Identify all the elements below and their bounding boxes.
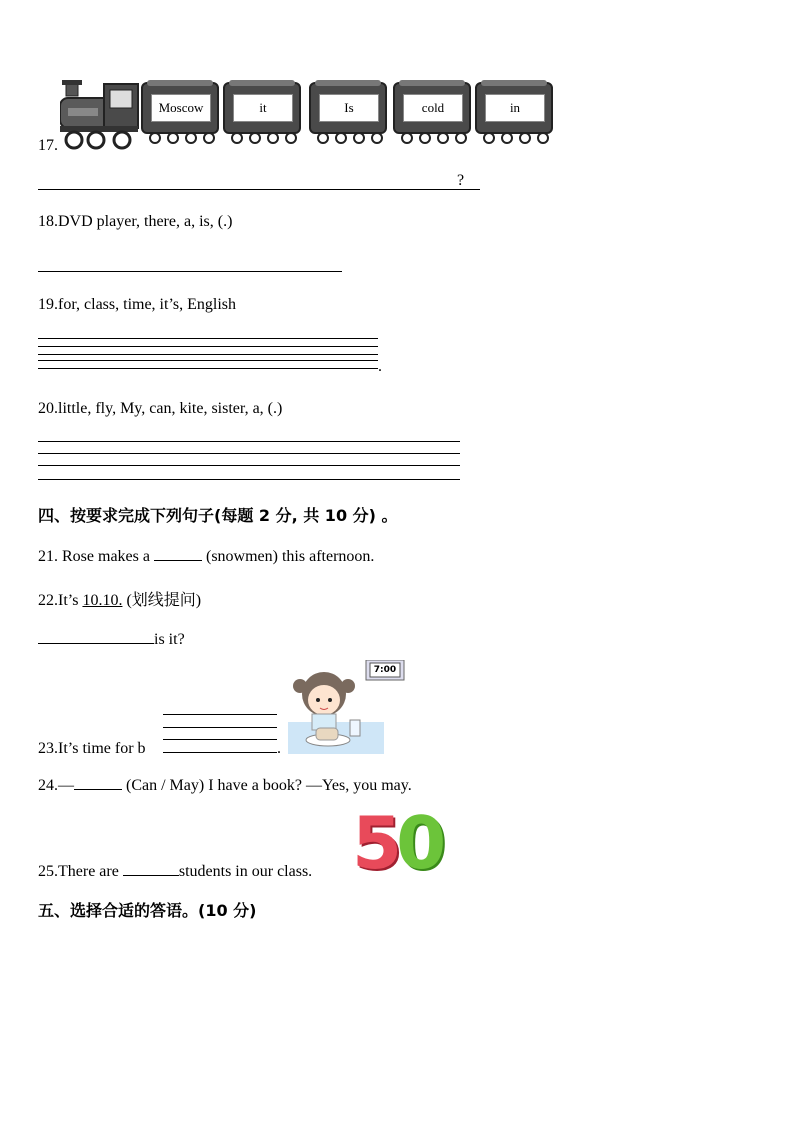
question-25-prefix: 25.There are: [38, 863, 123, 880]
question-24-prefix: 24.—: [38, 777, 74, 794]
answer-line-23c: [163, 739, 277, 740]
answer-line-20d: [38, 479, 460, 480]
answer-blank-25[interactable]: [123, 861, 179, 876]
answer-blank-21[interactable]: [154, 546, 202, 561]
question-25-suffix: students in our class.: [178, 863, 313, 880]
question-22-prefix: 22.It’s: [38, 592, 83, 609]
girl-eating-breakfast-image: [288, 660, 406, 754]
clock-time: 7:00: [373, 665, 397, 675]
question-22-suffix: (划线提问): [122, 592, 202, 609]
number-fifty-digit-zero: 0: [396, 801, 441, 885]
answer-line-23d: [163, 752, 277, 753]
section-4-title: 四、按要求完成下列句子(每题 2 分, 共 10 分) 。: [38, 506, 398, 525]
answer-line-20c: [38, 465, 460, 466]
question-19-end-mark: .: [378, 358, 382, 375]
answer-line-23a: [163, 714, 277, 715]
answer-line-18: [38, 271, 342, 272]
question-24-suffix: (Can / May) I have a book? —Yes, you may.: [122, 777, 412, 794]
train-car-4: [393, 82, 471, 134]
number-fifty-digit-five: 5: [352, 801, 397, 885]
answer-line-19e: [38, 368, 378, 369]
question-21-prefix: 21. Rose makes a: [38, 548, 154, 565]
question-21: [38, 546, 374, 566]
answer-line-19a: [38, 338, 378, 339]
train-word-1: Moscow: [151, 94, 211, 122]
answer-line-23b: [163, 727, 277, 728]
answer-line-19c: [38, 354, 378, 355]
train-engine-icon: [60, 80, 140, 152]
question-23-end-mark: .: [277, 740, 281, 757]
question-22-answer: [38, 629, 185, 649]
answer-line-20b: [38, 453, 460, 454]
section-5-title: 五、选择合适的答语。(10 分): [38, 901, 257, 920]
question-18: 18.DVD player, there, a, is, (.): [38, 213, 233, 230]
train-word-4: cold: [403, 94, 463, 122]
question-22-underlined: 10.10.: [82, 592, 123, 609]
question-20: 20.little, fly, My, can, kite, sister, a, (.): [38, 400, 283, 417]
train-word-5: in: [485, 94, 545, 122]
question-23: 23.It’s time for b: [38, 740, 146, 757]
question-19: 19.for, class, time, it’s, English: [38, 296, 237, 313]
question-25: [38, 861, 312, 881]
question-24: [38, 775, 412, 795]
train-word-3: Is: [319, 94, 379, 122]
question-17-number: 17.: [38, 137, 58, 154]
train-car-3: [309, 82, 387, 134]
answer-line-19d: [38, 360, 378, 361]
train-car-1: [141, 82, 219, 134]
question-17-end-mark: ?: [457, 172, 465, 189]
train-car-2: [223, 82, 301, 134]
question-21-suffix: (snowmen) this afternoon.: [201, 548, 375, 565]
answer-line-17: [38, 189, 480, 190]
train-car-5: [475, 82, 553, 134]
train-word-2: it: [233, 94, 293, 122]
question-22: [38, 587, 201, 610]
answer-blank-24[interactable]: [74, 775, 122, 790]
question-22-answer-suffix: is it?: [154, 631, 185, 648]
answer-line-19b: [38, 346, 378, 347]
answer-line-20a: [38, 441, 460, 442]
number-fifty-image: [352, 801, 462, 885]
answer-blank-22[interactable]: [38, 629, 154, 644]
